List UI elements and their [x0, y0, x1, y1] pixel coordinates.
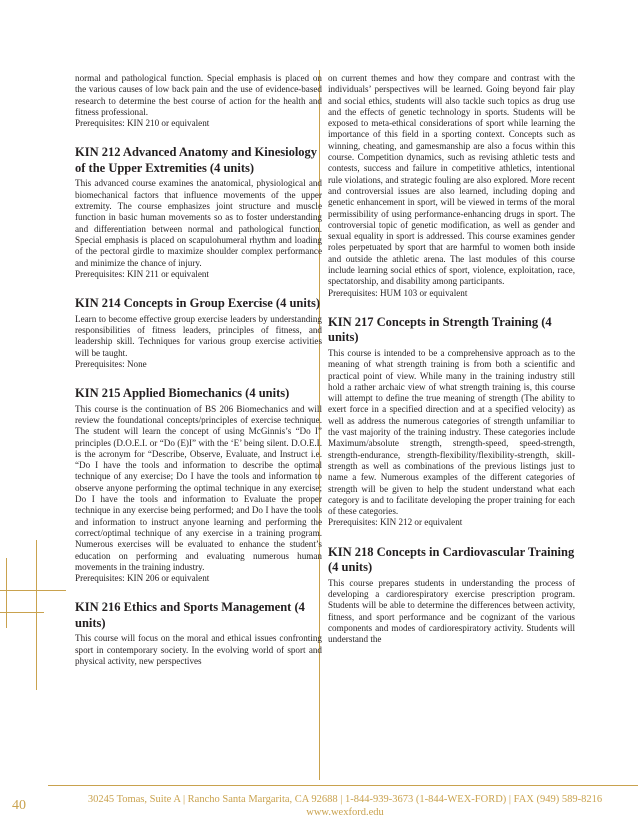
left-intro-text: normal and pathological function. Special emphasis is placed on the various causes of low back pain and the use of evidence-based research to determine the best course of action for the health and fitness professional.	[75, 73, 322, 117]
footer-address: 30245 Tomas, Suite A | Rancho Santa Margarita, CA 92688 | 1-844-939-3673 (1-844-WEX-FORD) | FAX (949) 589-8216	[87, 794, 603, 805]
course-prerequisites-kin214: Prerequisites: None	[75, 358, 147, 369]
course-title-kin215: KIN 215 Applied Biomechanics (4 units)	[75, 386, 290, 401]
course-prerequisites-kin217: Prerequisites: KIN 212 or equivalent	[328, 517, 463, 528]
course-description-kin216: This course will focus on the moral and ethical issues confronting sport in contemporary society. In the evolving world of sport and physical activity, new perspectives	[75, 633, 322, 666]
footer-website[interactable]: www.wexford.edu	[306, 807, 384, 818]
left-intro-prerequisites: Prerequisites: KIN 210 or equivalent	[75, 118, 210, 129]
course-description-kin218: This course prepares students in understanding the process of developing a cardiorespiratory exercise prescription program. Students will be able to determine the differences between activity, fitness, and sport performance and be cognizant of the various components and modes of cardiorespiratory activity. Students will understand the	[328, 577, 575, 645]
ornament-line-vertical-2	[36, 540, 37, 690]
course-title-kin217: KIN 217 Concepts in Strength Training (4 units)	[328, 314, 552, 345]
page-number: 40	[12, 798, 26, 813]
ornament-line-horizontal-2	[0, 612, 44, 613]
course-description-kin214: Learn to become effective group exercise leaders by understanding responsibilities of fitness leaders, principles of fitness, and leadership skill. Techniques for various group exercise activities will be taught.	[75, 313, 322, 358]
course-prerequisites-kin215: Prerequisites: KIN 206 or equivalent	[75, 573, 210, 584]
course-title-kin214: KIN 214 Concepts in Group Exercise (4 units)	[75, 296, 321, 311]
course-title-kin212: KIN 212 Advanced Anatomy and Kinesiology of the Upper Extremities (4 units)	[75, 145, 318, 175]
right-column	[328, 73, 575, 645]
course-prerequisites-kin212: Prerequisites: KIN 211 or equivalent	[75, 268, 209, 279]
course-description-kin217: This course is intended to be a comprehensive approach as to the meaning of what strength training is from both a scientific and practical point of view. While many in the training industry still hold a rather archaic view of what strength training is, this course will attempt to define the true meaning of strength (The ability to exert force in a specified direction and at a specified velocity) as well as address the numerous categories of strength unfamiliar to the vast majority of the training industry. These categories include Maximum/absolute strength, strength-speed, speed-strength, strength-endurance, strength-flexibility/flexibility-strength, skill-strength as well as combinations of the previous listings just to name a few. Numerous examples of the different categories of strength will be given to help the student understand what each category is and to facilitate developing the proper training for each of these categories.	[328, 347, 575, 517]
course-title-kin216: KIN 216 Ethics and Sports Management (4 units)	[75, 600, 305, 630]
footer-divider	[48, 785, 638, 786]
ornament-line-vertical-1	[6, 558, 7, 628]
right-intro-text: on current themes and how they compare and contrast with the individuals’ perspectives will be learned. Going beyond fair play and social ethics, students will also tackle such topics as drug use and the effects of genetic technology in sports. Students will be exposed to meta-ethical considerations of sport while learning the importance of this field in a sporting context. Concepts such as winning, cheating, and gamesmanship are also a focus within this course. Competition dynamics, such as revising athletic tests and contests, success and failure in competitive athletics, intentional rule violations, and strategic fouling are also explored. More recent and controversial issues are also learned, including doping and genetic enhancement in sport, will be viewed in terms of the moral permissibility of using performance-enhancing drugs in sport. The controversial topic of genetic modification, as well as gender and sexual equality in sport is addressed. This course examines gender roles perpetuated by sport that are harmful to women both inside and outside the athletic arena. The last modules of this course include learning social ethics of sport, violence, exploitation, race, spectatorship, and disability among participants.	[328, 73, 575, 287]
left-column	[75, 73, 322, 667]
course-description-kin212: This advanced course examines the anatomical, physiological and biomechanical factors that influence movements of the upper extremity. The course emphasizes joint structure and muscle function in basic human movements so as to foster understanding and differentiation between normal and pathological function. Special emphasis is placed on scapulohumeral rhythm and loading of the pectoral girdle to maximize shoulder complex performance and minimize the chance of injury.	[75, 178, 322, 268]
course-title-kin218: KIN 218 Concepts in Cardiovascular Training (4 units)	[328, 544, 575, 575]
ornament-line-horizontal-1	[0, 590, 66, 591]
right-intro-prerequisites: Prerequisites: HUM 103 or equivalent	[328, 287, 468, 298]
course-description-kin215: This course is the continuation of BS 206 Biomechanics and will review the foundational concepts/principles of exercise technique. The student will learn the concept of using McGinnis’s “Do I” principles (D.O.E.I. or “Do (E)I” with the ‘E’ being silent. D.O.E.I. is the acronym for “Describe, Observe, Evaluate, and Instruct i.e. “Do I have the tools and information to describe the optimal technique of any exercise; Do I have the tools and information to observe anyone performing the optimal technique in any exercise; Do I have the tools and information to Evaluate the proper technique in any exercise being performed; and Do I have the tools and information to instruct anyone learning and performing the correct/optimal technique of any exercise in a training program. Numerous exercises will be evaluated to enhance the student’s education on performing and evaluating numerous human movements in the training industry.	[75, 403, 322, 572]
